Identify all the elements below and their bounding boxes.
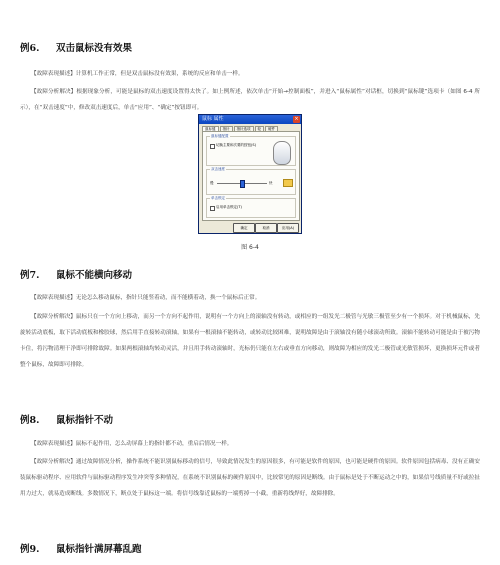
tab-hardware: 硬件 [265, 126, 278, 132]
section-number: 例9. [20, 544, 40, 555]
cancel-button: 取消 [255, 223, 277, 233]
section-title: 双击鼠标没有效果 [56, 43, 133, 54]
section-title: 鼠标指针满屏幕乱跑 [56, 544, 142, 555]
section-heading-7 [20, 267, 132, 281]
ex7-symptom-paragraph: 【故障表现描述】无论怎么移动鼠标，指针只能竖着动，而不能横着动，换一个鼠标后正常。 [31, 295, 261, 301]
close-icon: × [294, 116, 299, 122]
ex8-analysis-paragraph: 【故障分析解决】通过故障情况分析，操作系统不能识别鼠标移动的信号，导致此情况发生的原因很多，有可能是软件的原因，也可能是硬件的原因。软件原因包括病毒、没有正确安装鼠标驱动程序、应用软件与鼠标驱动程序发生冲突等多种情况，在系统不识别鼠标的硬件原因中，比较常见的原因是断线。由于鼠标是处于不断运动之中的，如果信号线质量不好或拉扯用力过大，就易造成断线。多数情况下，断点处于鼠标这一端。将信号线靠近鼠标的一端剪掉一小截，重新将线焊好，故障排除。 [20, 459, 480, 497]
section-title: 鼠标指针不动 [56, 415, 114, 426]
figure-caption: 图 6-4 [241, 244, 259, 251]
section-number: 例7. [20, 270, 40, 281]
dialog-title: 鼠标 属性 [202, 116, 224, 122]
section-heading-9 [20, 541, 142, 555]
section-number: 例6. [20, 43, 40, 54]
speed-slow-label: 慢 [210, 181, 214, 185]
group-label: 鼠标键配置 [211, 134, 229, 138]
ok-button: 确定 [233, 223, 255, 233]
speed-fast-label: 快 [269, 181, 273, 185]
section-heading-6 [20, 40, 132, 54]
switch-buttons-label: 切换主要和次要的按钮(S) [216, 143, 256, 147]
button-config-group [206, 136, 296, 166]
checkbox-icon [210, 144, 215, 149]
section-heading-8 [20, 412, 113, 426]
mouse-icon [273, 141, 291, 165]
folder-icon [283, 179, 293, 187]
ex8-symptom-paragraph: 【故障表现描述】鼠标不起作用，怎么动屏幕上的指针都不动，重启后情况一样。 [31, 441, 233, 447]
ex6-symptom-paragraph: 【故障表现描述】计算机工作正常，但是双击鼠标没有效果，系统的反应和单击一样。 [31, 71, 244, 77]
clicklock-label: 启用单击锁定(T) [216, 205, 242, 209]
mouse-properties-dialog-figure [198, 114, 302, 234]
tab-pointer-options: 指针选项 [234, 126, 254, 132]
group-label: 双击速度 [211, 167, 225, 171]
checkbox-icon [210, 206, 215, 211]
clicklock-group [206, 198, 296, 218]
dialog-title-bar [199, 115, 301, 124]
dialog-panel [202, 131, 300, 221]
apply-button: 应用(A) [277, 223, 299, 233]
tab-wheel: 轮 [255, 126, 265, 132]
section-number: 例8. [20, 415, 40, 426]
double-click-speed-group [206, 169, 296, 195]
tab-pointers: 指针 [220, 126, 233, 132]
speed-slider-thumb [240, 180, 245, 188]
group-label: 单击锁定 [211, 196, 225, 200]
ex6-analysis-paragraph: 【故障分析解决】根据现象分析，可能是鼠标的双击速度设置得太快了。如上例所述，依次单击“开始→控制面板”，并进入“鼠标属性”对话框，切换到“鼠标键”选项卡（如图 6-4 所示），在“双击速度”中，修改双击速度后，单击“应用”、“确定”按钮即可。 [20, 89, 480, 111]
section-title: 鼠标不能横向移动 [56, 270, 133, 281]
ex7-analysis-paragraph: 【故障分析解决】鼠标只在一个方向上移动，而另一个方向不起作用，说明有一个方向上的滚轴没有转动，或相应的一组发光二极管与光敏三极管至少有一个损坏。对于机械鼠标，先旋转活动底板，取下活动底板和橡胶球，然后用手直接转动滚轴，如果有一根滚轴不能转动，或转动比较困难，说明故障是由于滚轴没有随小球滚动所致。滚轴不能转动可能是由于被污物卡住，将污物清理干净即可排除故障。如果两根滚轴均转动灵活，并且用手转动滚轴时，光标仍只能在左右或垂直方向移动，则故障为相应的发光二极管或光敏管损坏，更换损坏元件或者整个鼠标，故障即可排除。 [20, 314, 480, 368]
tab-buttons: 鼠标键 [202, 126, 219, 132]
